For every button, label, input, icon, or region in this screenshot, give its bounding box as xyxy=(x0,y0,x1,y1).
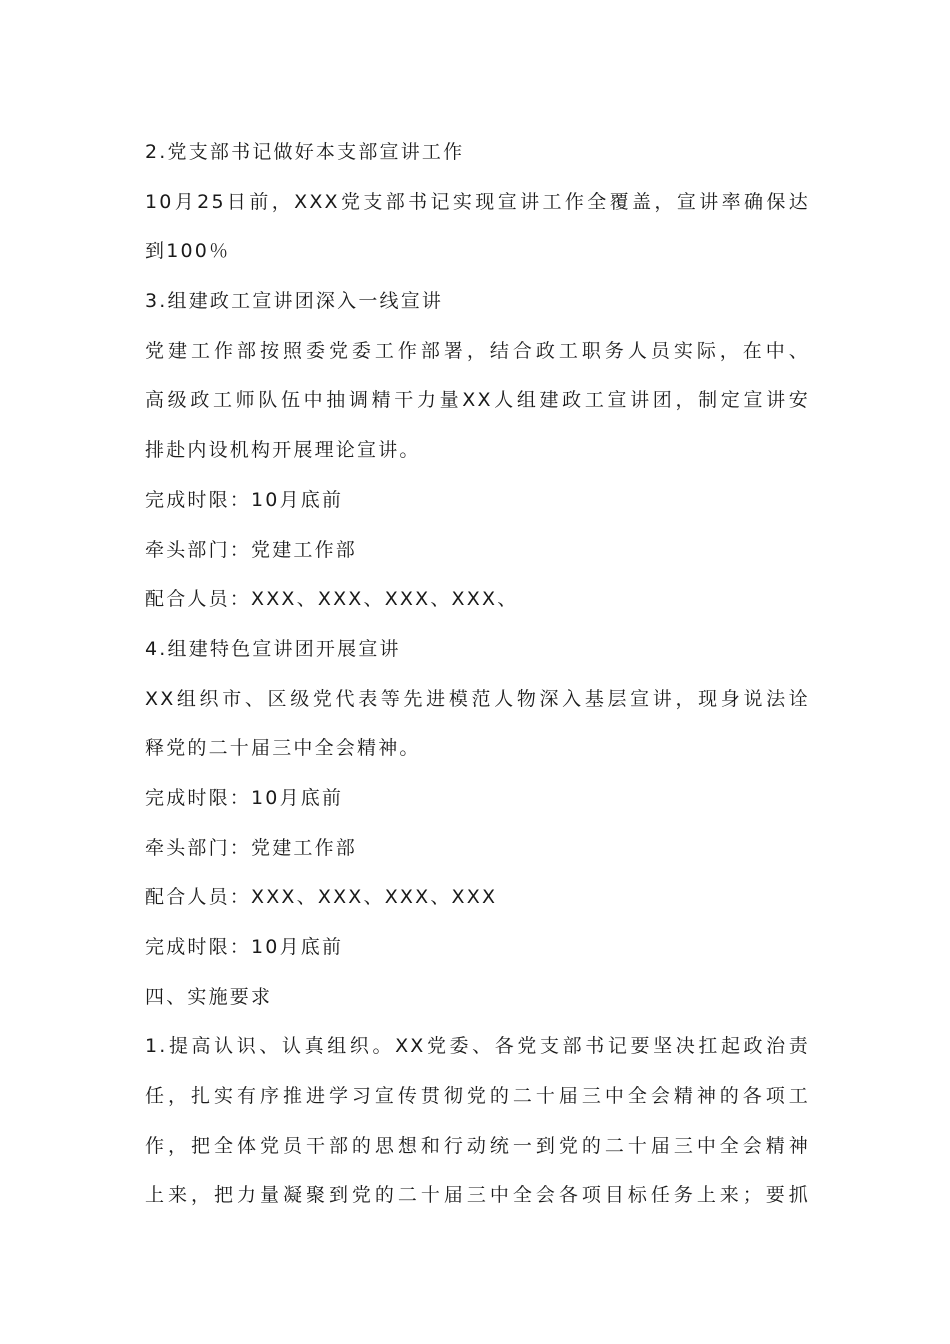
section-heading: 四、实施要求 xyxy=(145,985,273,1008)
cooperating-staff-line: 配合人员：XXX、XXX、XXX、XXX、 xyxy=(145,588,519,611)
subsection-heading-3: 3.组建政工宣讲团深入一线宣讲 xyxy=(145,290,444,313)
deadline-line: 完成时限：10月底前 xyxy=(145,936,344,958)
paragraph-line: 1.提高认识、认真组织。XX党委、各党支部书记要坚决扛起政治责 xyxy=(145,1035,810,1058)
cooperating-staff-line: 配合人员：XXX、XXX、XXX、XXX xyxy=(145,886,498,909)
document-body xyxy=(145,128,810,1221)
subsection-heading-4: 4.组建特色宣讲团开展宣讲 xyxy=(145,637,401,660)
paragraph-line: 到100％ xyxy=(145,240,231,263)
paragraph-line: 释党的二十届三中全会精神。 xyxy=(145,737,421,760)
lead-department-line: 牵头部门：党建工作部 xyxy=(145,836,358,859)
paragraph-line: 10月25日前，XXX党支部书记实现宣讲工作全覆盖，宣讲率确保达 xyxy=(145,190,810,213)
paragraph-line: 作，把全体党员干部的思想和行动统一到党的二十届三中全会精神 xyxy=(145,1134,810,1157)
lead-department-line: 牵头部门：党建工作部 xyxy=(145,538,358,561)
paragraph-line: 任，扎实有序推进学习宣传贯彻党的二十届三中全会精神的各项工 xyxy=(145,1085,810,1108)
paragraph-line: 上来，把力量凝聚到党的二十届三中全会各项目标任务上来；要抓 xyxy=(145,1184,810,1207)
paragraph-line: 排赴内设机构开展理论宣讲。 xyxy=(145,439,421,462)
deadline-line: 完成时限：10月底前 xyxy=(145,786,344,809)
paragraph-line: XX组织市、区级党代表等先进模范人物深入基层宣讲，现身说法诠 xyxy=(145,687,810,710)
paragraph-line: 高级政工师队伍中抽调精干力量XX人组建政工宣讲团，制定宣讲安 xyxy=(145,389,810,412)
paragraph-line: 党建工作部按照委党委工作部署，结合政工职务人员实际，在中、 xyxy=(145,339,810,362)
subsection-heading-2: 2.党支部书记做好本支部宣讲工作 xyxy=(145,141,465,163)
deadline-line: 完成时限：10月底前 xyxy=(145,488,344,511)
